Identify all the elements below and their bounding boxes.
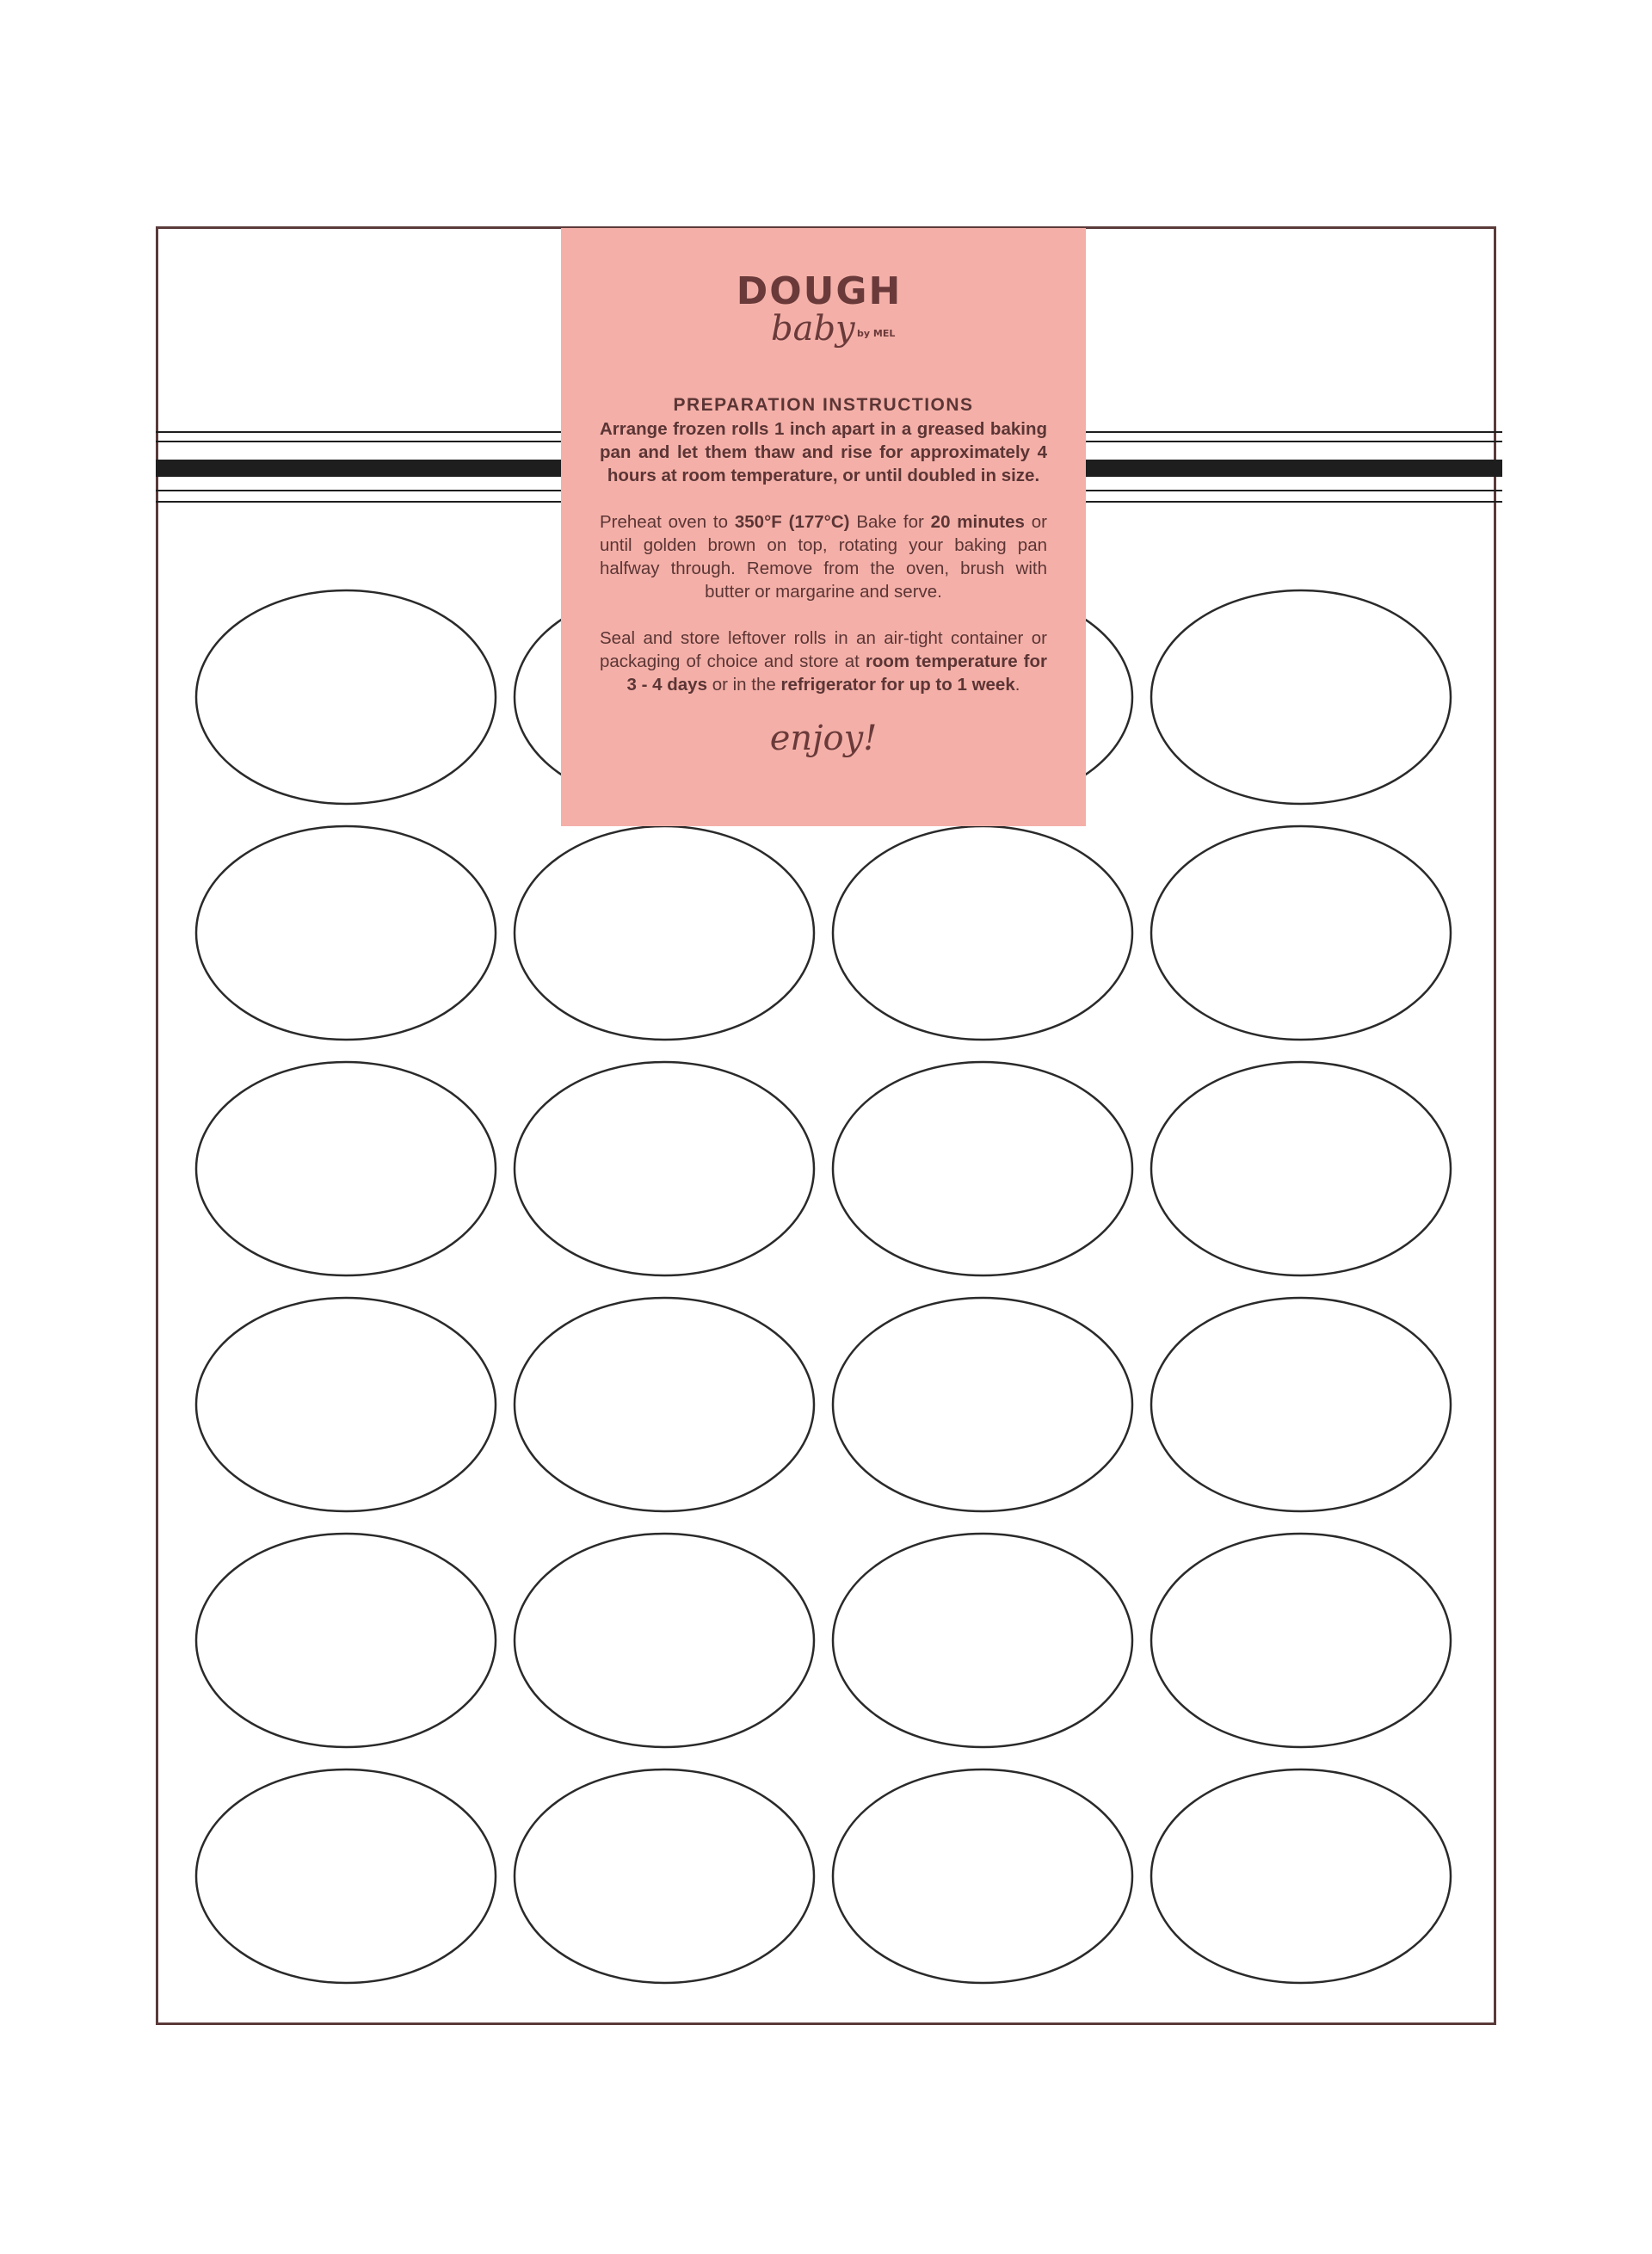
oval-label <box>833 1298 1132 1511</box>
oval-label <box>1151 1298 1451 1511</box>
oval-label <box>1151 826 1451 1040</box>
step-bake-text-1: Preheat oven to <box>600 512 735 532</box>
fridge-storage: refrigerator for up to 1 week <box>780 675 1015 695</box>
oval-label <box>515 1298 814 1511</box>
step-store-text-1: Seal and store leftover rolls in an air-tight container or packaging of choice and store at <box>600 628 1047 671</box>
step-store-text-3: . <box>1014 675 1020 695</box>
oval-label <box>833 826 1132 1040</box>
logo-baby-script: baby <box>771 309 855 349</box>
oven-temperature: 350°F (177°C) <box>734 512 850 532</box>
oval-label <box>515 1769 814 1983</box>
oval-label <box>1151 1534 1451 1747</box>
oval-label <box>196 1534 496 1747</box>
step-thaw: Arrange frozen rolls 1 inch apart in a greased baking pan and let them thaw and rise for approximately 4 hours at room temperature, or until doubled in size. <box>600 419 1047 485</box>
oval-label <box>196 1298 496 1511</box>
oval-label <box>196 590 496 804</box>
oval-label <box>515 1062 814 1275</box>
oval-label <box>515 826 814 1040</box>
oval-label <box>515 1534 814 1747</box>
instruction-card <box>561 228 1086 826</box>
oval-label <box>833 1062 1132 1275</box>
logo-dough-text: DOUGH <box>736 269 903 313</box>
oval-label <box>196 826 496 1040</box>
room-temp-storage: room temperature for 3 - 4 days <box>626 651 1047 695</box>
oval-label <box>833 1534 1132 1747</box>
step-bake-text-2: Bake for <box>849 512 931 532</box>
oval-label <box>1151 1062 1451 1275</box>
enjoy-script: enjoy! <box>769 719 878 758</box>
bake-time: 20 minutes <box>930 512 1025 532</box>
dough-baby-logo <box>733 269 914 364</box>
oval-label <box>1151 590 1451 804</box>
oval-label <box>196 1769 496 1983</box>
step-bake <box>600 510 1047 603</box>
oval-label <box>833 1769 1132 1983</box>
oval-label <box>1151 1769 1451 1983</box>
step-store <box>600 627 1047 696</box>
step-store-text-2: or in the <box>707 675 781 695</box>
step-bake-text-3: or until golden brown on top, rotating your baking pan halfway through. Remove from the oven, brush with butter or margarine and serve. <box>600 512 1047 602</box>
oval-label <box>196 1062 496 1275</box>
instructions-heading: PREPARATION INSTRUCTIONS <box>673 395 974 415</box>
logo-byline: by MEL <box>857 328 896 339</box>
